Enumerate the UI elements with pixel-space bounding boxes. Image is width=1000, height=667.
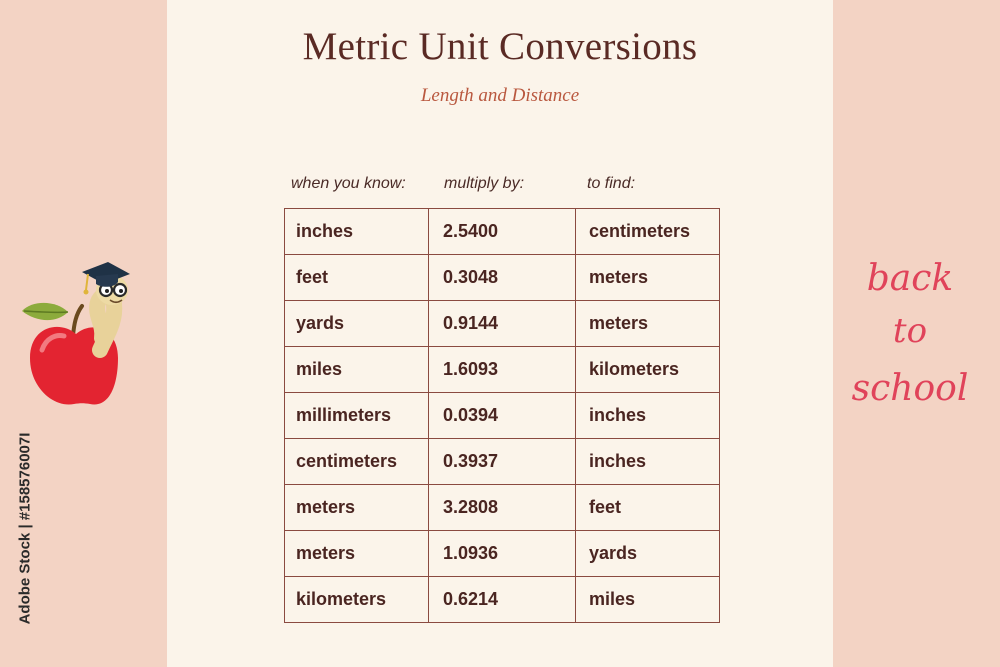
table-row: [285, 439, 720, 485]
conversion-table: [284, 208, 720, 623]
column-header-find: to find:: [587, 175, 636, 192]
from-unit-cell: inches: [285, 209, 429, 255]
lettering-school: school: [851, 368, 969, 409]
page-subtitle: Length and Distance: [420, 85, 580, 106]
from-unit-cell: kilometers: [285, 577, 429, 623]
table-row: [285, 301, 720, 347]
to-unit-cell: yards: [576, 531, 720, 577]
to-unit-cell: inches: [576, 439, 720, 485]
table-row: [285, 531, 720, 577]
table-row: [285, 393, 720, 439]
factor-cell: 0.9144: [429, 301, 576, 347]
table-row: [285, 255, 720, 301]
from-unit-cell: millimeters: [285, 393, 429, 439]
factor-cell: 3.2808: [429, 485, 576, 531]
lettering-to: to: [892, 311, 928, 351]
to-unit-cell: meters: [576, 301, 720, 347]
factor-cell: 0.3937: [429, 439, 576, 485]
page-title: Metric Unit Conversions: [302, 25, 698, 68]
stock-id-text: Adobe Stock | #158576007I: [16, 432, 34, 625]
lettering-back: back: [866, 258, 954, 299]
column-header-know: when you know:: [291, 175, 406, 192]
factor-cell: 1.0936: [429, 531, 576, 577]
table-row: [285, 209, 720, 255]
from-unit-cell: yards: [285, 301, 429, 347]
from-unit-cell: centimeters: [285, 439, 429, 485]
table-row: [285, 577, 720, 623]
from-unit-cell: miles: [285, 347, 429, 393]
stock-id-watermark: [10, 420, 34, 655]
table-row: [285, 485, 720, 531]
from-unit-cell: meters: [285, 485, 429, 531]
from-unit-cell: feet: [285, 255, 429, 301]
apple-with-graduate-worm-icon: [18, 258, 143, 410]
to-unit-cell: feet: [576, 485, 720, 531]
to-unit-cell: kilometers: [576, 347, 720, 393]
back-to-school-lettering: [848, 250, 973, 420]
factor-cell: 1.6093: [429, 347, 576, 393]
to-unit-cell: meters: [576, 255, 720, 301]
to-unit-cell: centimeters: [576, 209, 720, 255]
to-unit-cell: inches: [576, 393, 720, 439]
factor-cell: 0.3048: [429, 255, 576, 301]
table-row: [285, 347, 720, 393]
factor-cell: 2.5400: [429, 209, 576, 255]
column-header-multiply: multiply by:: [444, 175, 525, 192]
factor-cell: 0.6214: [429, 577, 576, 623]
factor-cell: 0.0394: [429, 393, 576, 439]
to-unit-cell: miles: [576, 577, 720, 623]
from-unit-cell: meters: [285, 531, 429, 577]
